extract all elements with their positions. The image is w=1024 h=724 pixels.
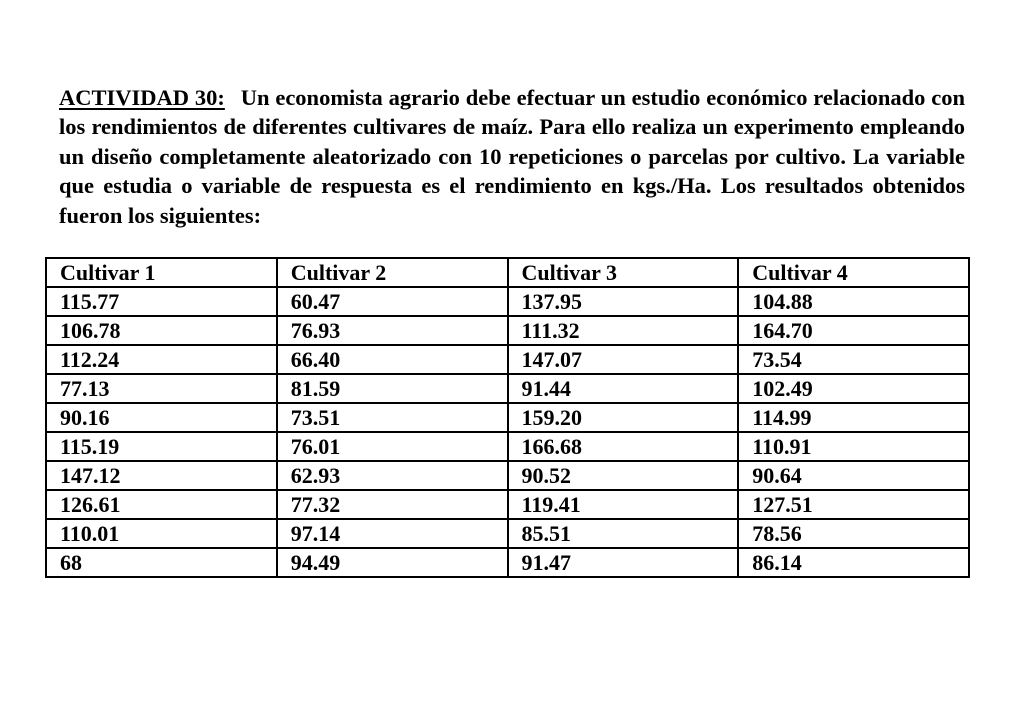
table-cell: 110.91 — [738, 432, 969, 461]
table-cell: 86.14 — [738, 548, 969, 577]
table-cell: 115.77 — [46, 287, 277, 316]
table-cell: 77.13 — [46, 374, 277, 403]
table-row — [46, 287, 969, 316]
header-cultivar-4: Cultivar 4 — [738, 258, 969, 287]
table-cell: 78.56 — [738, 519, 969, 548]
table-row — [46, 519, 969, 548]
table-cell: 76.93 — [277, 316, 508, 345]
table-row — [46, 548, 969, 577]
table-cell: 166.68 — [508, 432, 739, 461]
header-cultivar-2: Cultivar 2 — [277, 258, 508, 287]
table-cell: 90.52 — [508, 461, 739, 490]
table-cell: 159.20 — [508, 403, 739, 432]
activity-label: ACTIVIDAD 30: — [59, 85, 225, 110]
table-cell: 91.47 — [508, 548, 739, 577]
table-cell: 97.14 — [277, 519, 508, 548]
table-cell: 106.78 — [46, 316, 277, 345]
table-cell: 110.01 — [46, 519, 277, 548]
table-cell: 91.44 — [508, 374, 739, 403]
table-cell: 147.07 — [508, 345, 739, 374]
table-cell: 112.24 — [46, 345, 277, 374]
table-cell: 126.61 — [46, 490, 277, 519]
table-cell: 81.59 — [277, 374, 508, 403]
table-row — [46, 374, 969, 403]
table-cell: 73.51 — [277, 403, 508, 432]
table-cell: 60.47 — [277, 287, 508, 316]
table-cell: 111.32 — [508, 316, 739, 345]
table-cell: 90.16 — [46, 403, 277, 432]
table-row — [46, 403, 969, 432]
table-cell: 90.64 — [738, 461, 969, 490]
table-row — [46, 345, 969, 374]
table-cell: 73.54 — [738, 345, 969, 374]
activity-body: Un economista agrario debe efectuar un estudio económico relacionado con los rendimientos de diferentes cultivares de maíz. Para ello realiza un experimento empleando un diseño completamente aleatorizado con 10 repeticiones o parcelas por cultivo. La variable que estudia o variable de respuesta es el rendimiento en kgs./Ha. Los resultados obtenidos fueron los siguientes: — [59, 85, 965, 228]
table-cell: 102.49 — [738, 374, 969, 403]
table-cell: 119.41 — [508, 490, 739, 519]
table-cell: 104.88 — [738, 287, 969, 316]
table-cell: 77.32 — [277, 490, 508, 519]
table-cell: 66.40 — [277, 345, 508, 374]
table-header-row — [46, 258, 969, 287]
results-table — [45, 257, 970, 578]
header-cultivar-3: Cultivar 3 — [508, 258, 739, 287]
table-cell: 127.51 — [738, 490, 969, 519]
table-cell: 114.99 — [738, 403, 969, 432]
table-cell: 147.12 — [46, 461, 277, 490]
table-cell: 68 — [46, 548, 277, 577]
activity-paragraph — [59, 83, 965, 230]
table-row — [46, 490, 969, 519]
table-cell: 137.95 — [508, 287, 739, 316]
table-row — [46, 432, 969, 461]
table-row — [46, 461, 969, 490]
table-cell: 85.51 — [508, 519, 739, 548]
table-cell: 94.49 — [277, 548, 508, 577]
table-cell: 164.70 — [738, 316, 969, 345]
table-cell: 76.01 — [277, 432, 508, 461]
table-row — [46, 316, 969, 345]
table-cell: 62.93 — [277, 461, 508, 490]
header-cultivar-1: Cultivar 1 — [46, 258, 277, 287]
table-cell: 115.19 — [46, 432, 277, 461]
